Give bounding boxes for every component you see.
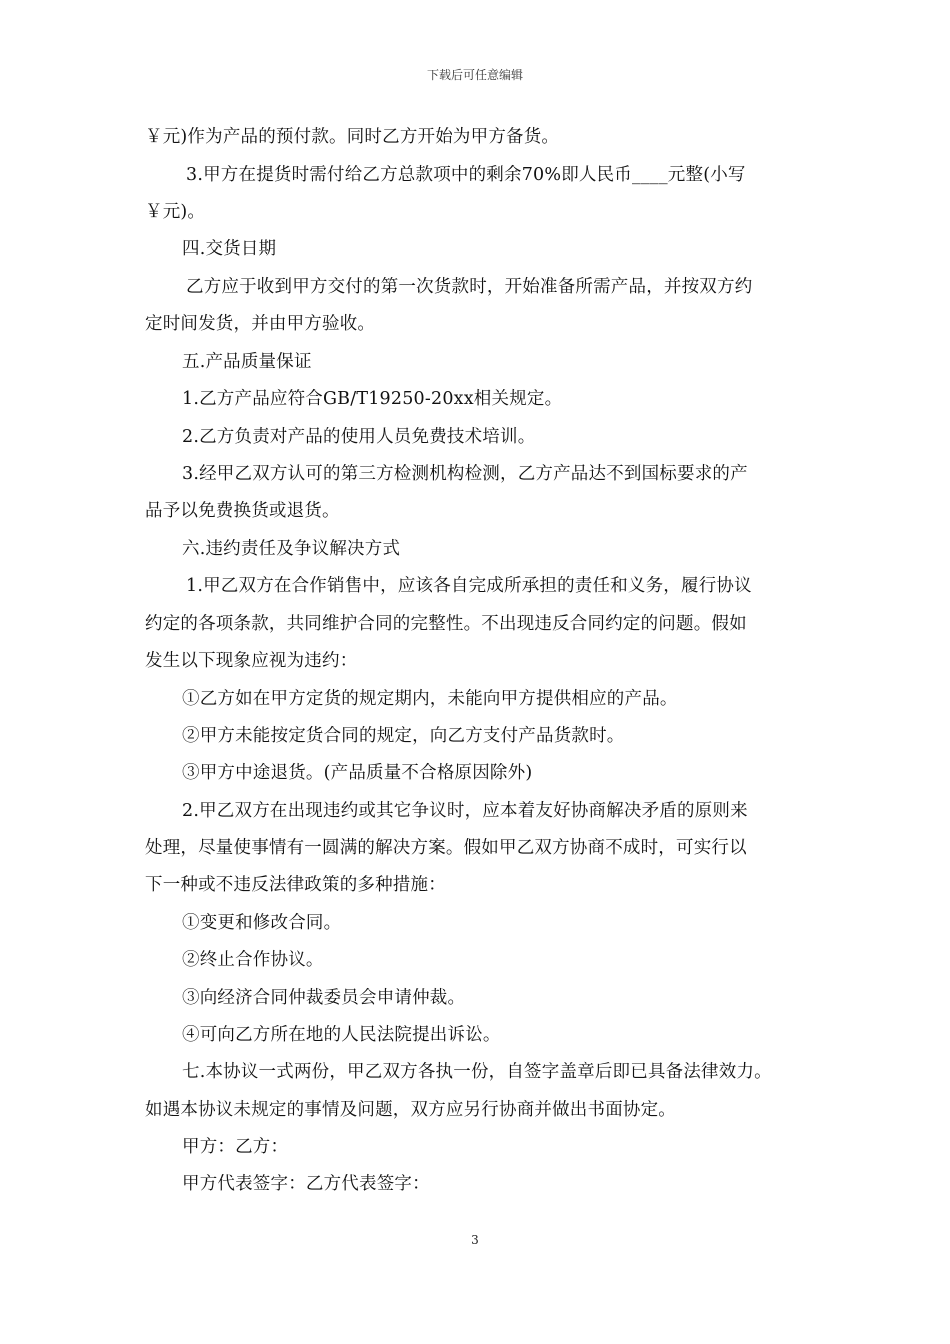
text-line: 品予以免费换货或退货。 [145, 501, 340, 521]
page-header: 下载后可任意编辑 [426, 68, 523, 82]
list-item: ③向经济合同仲裁委员会申请仲裁。 [182, 988, 466, 1008]
text-line: 处理，尽量使事情有一圆满的解决方案。假如甲乙双方协商不成时，可实行以 [145, 838, 747, 858]
text-line: ￥元)。 [145, 202, 206, 222]
text-line: 2.乙方负责对产品的使用人员免费技术培训。 [182, 427, 536, 447]
text-line: 3.经甲乙双方认可的第三方检测机构检测，乙方产品达不到国标要求的产 [182, 464, 748, 484]
text-line: 1.甲乙双方在合作销售中，应该各自完成所承担的责任和义务，履行协议 [186, 576, 752, 596]
list-item: ①变更和修改合同。 [182, 913, 342, 933]
page-number: 3 [471, 1233, 479, 1247]
section-heading: 六.违约责任及争议解决方式 [182, 539, 401, 559]
section-heading: 四.交货日期 [182, 239, 277, 259]
text-line: 定时间发货，并由甲方验收。 [145, 314, 376, 334]
signature-parties: 甲方：乙方： [182, 1137, 289, 1157]
text-line: 乙方应于收到甲方交付的第一次货款时，开始准备所需产品，并按双方约 [186, 277, 753, 297]
list-item: ④可向乙方所在地的人民法院提出诉讼。 [182, 1025, 501, 1045]
text-line: 约定的各项条款，共同维护合同的完整性。不出现违反合同约定的问题。假如 [145, 614, 747, 634]
text-line: 3.甲方在提货时需付给乙方总款项中的剩余70%即人民币____元整(小写 [186, 165, 746, 185]
list-item: ②甲方未能按定货合同的规定，向乙方支付产品货款时。 [182, 726, 625, 746]
text-line: 发生以下现象应视为违约： [145, 651, 358, 671]
list-item: ③甲方中途退货。(产品质量不合格原因除外) [182, 763, 533, 783]
list-item: ①乙方如在甲方定货的规定期内，未能向甲方提供相应的产品。 [182, 689, 678, 709]
section-heading: 五.产品质量保证 [182, 352, 312, 372]
list-item: ②终止合作协议。 [182, 950, 324, 970]
text-line: 如遇本协议未规定的事情及问题，双方应另行协商并做出书面协定。 [145, 1100, 676, 1120]
section-heading: 七.本协议一式两份，甲乙双方各执一份，自签字盖章后即已具备法律效力。 [182, 1062, 772, 1082]
signature-representatives: 甲方代表签字：乙方代表签字： [182, 1174, 430, 1194]
text-line: 1.乙方产品应符合GB/T19250-20xx相关规定。 [182, 389, 563, 409]
text-line: 下一种或不违反法律政策的多种措施： [145, 875, 446, 895]
text-line: ￥元)作为产品的预付款。同时乙方开始为甲方备货。 [145, 127, 560, 147]
text-line: 2.甲乙双方在出现违约或其它争议时，应本着友好协商解决矛盾的原则来 [182, 801, 748, 821]
